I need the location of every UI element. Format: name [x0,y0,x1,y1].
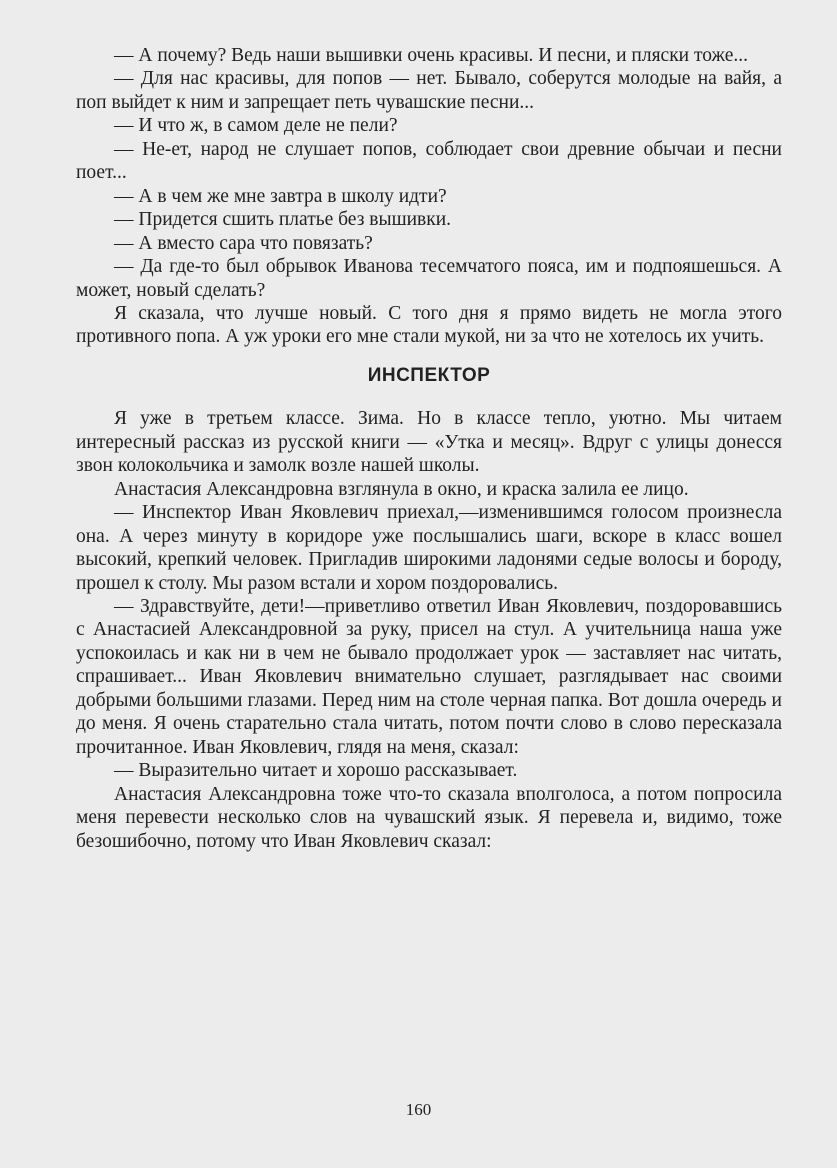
paragraph: — Придется сшить платье без вышивки. [114,209,452,231]
paragraph: — А вместо сара что повязать? [114,232,373,254]
paragraph: — Не-ет, народ не слушает попов, соблюдает свои древние обычаи и песни поет... [76,138,782,184]
paragraph: — Здравствуйте, дети!—приветливо ответил Иван Яковлевич, поздоровавшись с Анастасией Александровной за руку, присел на стул. А учительница наша уже успокоилась и как ни в чем не бывало продолжает урок — заставляет нас читать, спрашивает... Иван Яковлевич внимательно слушает, разглядывает нас своими добрыми большими глазами. Перед ним на столе черная папка. Вот дошла очередь и до меня. Я очень старательно стала читать, потом почти слово в слово пересказала прочитанное. Иван Яковлевич, глядя на меня, сказал: [76,595,782,758]
paragraph: — Выразительно читает и хорошо рассказывает. [114,760,518,782]
paragraph: — Инспектор Иван Яковлевич приехал,—изменившимся голосом произнесла она. А через минуту в коридоре уже послышались шаги, вскоре в класс вошел высокий, крепкий человек. Пригладив широкими ладонями седые волосы и бороду, прошел к столу. Мы разом встали и хором поздоровались. [76,502,782,594]
page-text-block [76,44,782,853]
paragraph: — А в чем же мне завтра в школу идти? [114,185,447,207]
paragraph: — И что ж, в самом деле не пели? [114,115,398,137]
page-number: 160 [405,1100,432,1119]
paragraph: Анастасия Александровна тоже что-то сказала вполголоса, а потом попросила меня перевести несколько слов на чувашский язык. Я перевела и, видимо, тоже безошибочно, потому что Иван Яковлевич сказал: [76,783,782,852]
paragraph: Анастасия Александровна взглянула в окно, и краска залила ее лицо. [114,478,689,500]
paragraph: Я уже в третьем классе. Зима. Но в классе тепло, уютно. Мы читаем интересный рассказ из русской книги — «Утка и месяц». Вдруг с улицы донесся звон колокольчика и замолк возле нашей школы. [76,408,782,477]
section-title: ИНСПЕКТОР [367,364,491,386]
paragraph: — Да где-то был обрывок Иванова тесемчатого пояса, им и подпояшешься. А может, новый сделать? [76,256,782,301]
section-heading [76,364,782,387]
paragraph: Я сказала, что лучше новый. С того дня я прямо видеть не могла этого противного попа. А уж уроки его мне стали мукой, ни за что не хотелось их учить. [76,302,782,348]
paragraph: — Для нас красивы, для попов — нет. Бывало, соберутся молодые на вайя, а поп выйдет к ним и запрещает петь чувашские песни... [76,68,782,113]
paragraph: — А почему? Ведь наши вышивки очень красивы. И песни, и пляски тоже... [114,45,749,66]
